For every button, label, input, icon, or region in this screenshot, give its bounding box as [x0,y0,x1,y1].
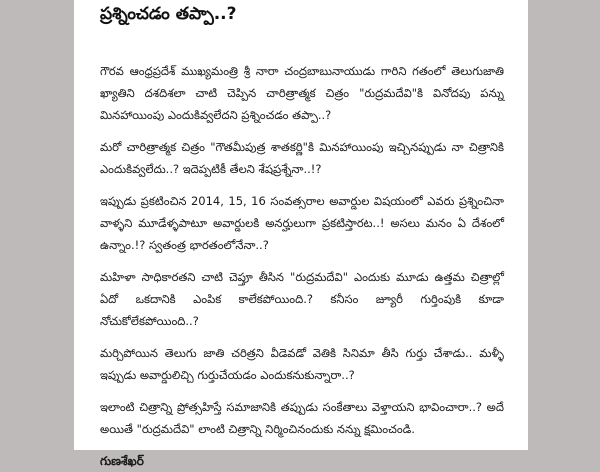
paragraph: గౌరవ ఆంధ్రప్రదేశ్ ముఖ్యమంత్రి శ్రీ నారా చంద్రబాబునాయుడు గారిని గతంలో తెలుగుజాతి ఖ్యాతిని దశదిశలా చాటి చెప్పిన చారిత్రాత్మక చిత్రం "రుద్రమదేవి"కి వినోదపు పన్ను మినహాయింపు ఎందుకివ్వలేదని ప్రశ్నించడం తప్పా..? [100,64,504,122]
paragraph: మరో చారిత్రాత్మక చిత్రం "గౌతమీపుత్ర శాతకర్ణి"కి మినహాయింపు ఇచ్చినప్పుడు నా చిత్రానికి ఎందుకివ్వలేదు..? ఇదెప్పటికీ తేలని శేషప్రశ్నేనా..!? [100,140,504,176]
paragraph: మర్చిపోయిన తెలుగు జాతి చరిత్రని వీడెవడో వెతికి సినిమా తీసి గుర్తు చేశాడు.. మళ్ళీ ఇప్పుడు అవార్డులిచ్చి గుర్తుచేయడం ఎందుకనుకున్నారా..? [100,346,504,382]
paragraph: మహిళా సాధికారతని చాటి చెప్తూ తీసిన "రుద్రమదేవి" ఎందుకు మూడు ఉత్తమ చిత్రాల్లో ఏదో ఒకదానికి ఎంపిక కాలేకపోయింది.? కనీసం జ్యూరీ గుర్తింపుకి కూడా నోచుకోలేకపోయింది..? [100,270,504,328]
document-page [74,0,528,468]
signature: గుణశేఖర్ [100,454,144,468]
document-title: ప్రశ్నించడం తప్పా..? [100,4,237,24]
document-body [100,60,504,472]
paragraph: ఇప్పుడు ప్రకటించిన 2014, 15, 16 సంవత్సరాల అవార్డుల విషయంలో ఎవరు ప్రశ్నించినా వాళ్ళని మూడేళ్ళపాటూ అవార్డులకి అనర్హులుగా ప్రకటిస్తారట..! అసలు మనం ఏ దేశంలో ఉన్నాం.!? స్వతంత్ర భారతంలోనేనా..? [100,194,504,252]
paragraph: ఇలాంటి చిత్రాన్ని ప్రోత్సహిస్తే సమాజానికి తప్పుడు సంకేతాలు వెళ్తాయని భావించారా..? అదే అయితే "రుద్రమదేవి" లాంటి చిత్రాన్ని నిర్మించినందుకు నన్ను క్షమించండి. [100,400,504,436]
